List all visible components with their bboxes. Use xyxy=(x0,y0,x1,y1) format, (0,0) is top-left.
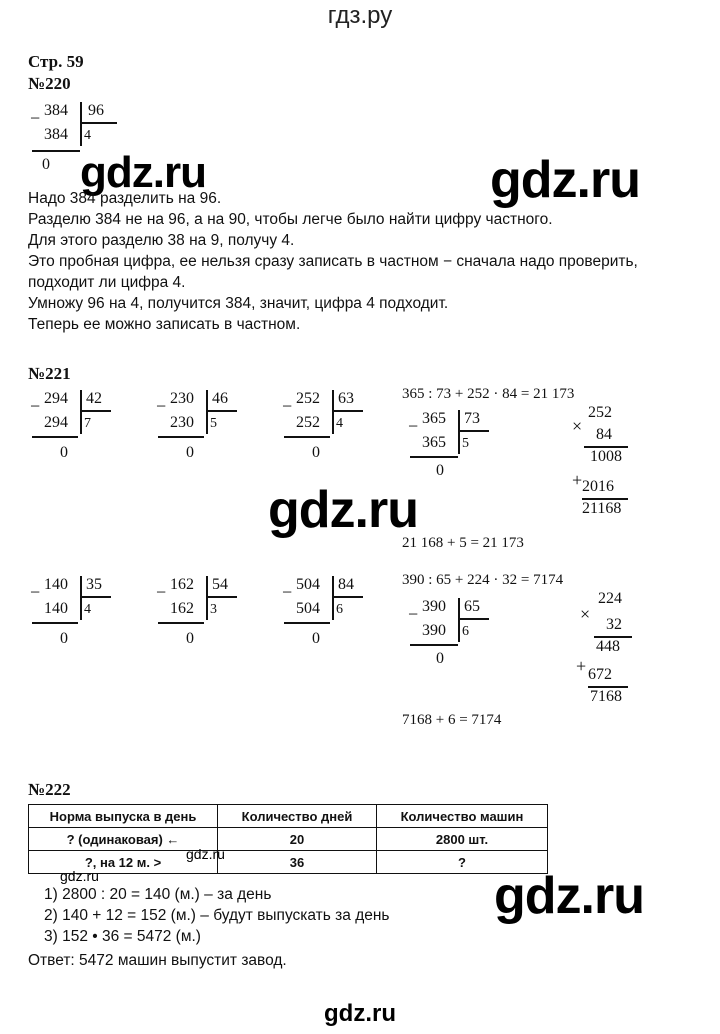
subtraction-line xyxy=(284,622,330,624)
division-390-65 xyxy=(408,594,508,674)
dividend: 162 xyxy=(170,576,194,593)
ex220-explanation xyxy=(28,188,638,335)
divisor: 65 xyxy=(464,598,480,615)
step-line: 1) 2800 : 20 = 140 (м.) – за день xyxy=(44,886,272,903)
exercise-220-number: №220 xyxy=(28,74,71,93)
dividend: 390 xyxy=(422,598,446,615)
division-bar xyxy=(458,598,460,642)
divisor: 35 xyxy=(86,576,102,593)
watermark: gdz.ru xyxy=(268,481,418,539)
times-sign: × xyxy=(580,604,591,624)
divisor: 84 xyxy=(338,576,354,593)
sum-expression-1: 21 168 + 5 = 21 173 xyxy=(402,535,524,551)
minus-sign: − xyxy=(408,416,419,436)
dividend: 230 xyxy=(170,390,194,407)
sum-expression-2: 7168 + 6 = 7174 xyxy=(402,712,502,728)
subtraction-line xyxy=(32,622,78,624)
subtrahend: 384 xyxy=(44,126,68,143)
dividend: 252 xyxy=(296,390,320,407)
answer-line: Ответ: 5472 машин выпустит завод. xyxy=(28,952,287,969)
table-cell: ? xyxy=(377,851,548,874)
factor: 224 xyxy=(598,590,622,607)
minus-sign: − xyxy=(282,396,293,416)
dividend: 294 xyxy=(44,390,68,407)
subtrahend: 252 xyxy=(296,414,320,431)
division-bar xyxy=(458,410,460,454)
footer-watermark: gdz.ru xyxy=(324,1000,396,1027)
division-bar xyxy=(332,390,334,434)
multiplication-224-32 xyxy=(574,590,644,720)
dividend: 365 xyxy=(422,410,446,427)
remainder: 0 xyxy=(436,462,444,479)
site-title: гдз.ру xyxy=(327,2,393,29)
subtraction-line xyxy=(32,436,78,438)
division-365-73 xyxy=(408,406,508,486)
minus-sign: − xyxy=(408,604,419,624)
divisor-line xyxy=(207,410,237,412)
watermark: gdz.ru xyxy=(494,867,644,925)
table-cell: 36 xyxy=(218,851,377,874)
subtraction-line xyxy=(158,622,204,624)
quotient: 6 xyxy=(462,624,469,639)
long-division-230-46 xyxy=(156,386,256,466)
partial-product: 448 xyxy=(596,638,620,655)
text-line: Разделю 384 не на 96, а на 90, чтобы легче было найти цифру частного. xyxy=(28,211,553,228)
dividend: 140 xyxy=(44,576,68,593)
divisor-line xyxy=(207,596,237,598)
times-sign: × xyxy=(572,416,583,436)
subtrahend: 365 xyxy=(422,434,446,451)
remainder: 0 xyxy=(60,444,68,461)
subtrahend: 140 xyxy=(44,600,68,617)
plus-sign: + xyxy=(576,656,587,676)
long-division-504-84 xyxy=(282,572,382,652)
long-division-294-42 xyxy=(30,386,130,466)
table-header-row xyxy=(29,805,548,828)
quotient: 4 xyxy=(84,602,91,617)
remainder: 0 xyxy=(186,630,194,647)
page-reference: Стр. 59 xyxy=(28,52,84,71)
quotient: 6 xyxy=(336,602,343,617)
subtrahend: 294 xyxy=(44,414,68,431)
remainder: 0 xyxy=(312,444,320,461)
divisor-line xyxy=(333,410,363,412)
exercise-221-number: №221 xyxy=(28,364,71,383)
remainder: 0 xyxy=(436,650,444,667)
quotient: 4 xyxy=(84,128,91,143)
partial-product: 672 xyxy=(588,666,612,683)
divisor: 63 xyxy=(338,390,354,407)
division-bar xyxy=(332,576,334,620)
subtraction-line xyxy=(158,436,204,438)
factor: 84 xyxy=(596,426,612,443)
dividend: 384 xyxy=(44,102,68,119)
divisor: 73 xyxy=(464,410,480,427)
subtrahend: 390 xyxy=(422,622,446,639)
minus-sign: − xyxy=(156,582,167,602)
subtrahend: 230 xyxy=(170,414,194,431)
divisor-line xyxy=(81,122,117,124)
cell-text: ? (одинаковая) xyxy=(66,831,163,847)
product-result: 7168 xyxy=(590,688,622,705)
quotient: 3 xyxy=(210,602,217,617)
plus-sign: + xyxy=(572,470,583,490)
expression-1: 365 : 73 + 252 · 84 = 21 173 xyxy=(402,386,575,402)
multiplication-252-84 xyxy=(570,404,640,534)
quotient: 7 xyxy=(84,416,91,431)
subtraction-line xyxy=(410,456,458,458)
step-line: 3) 152 • 36 = 5472 (м.) xyxy=(44,928,201,945)
remainder: 0 xyxy=(312,630,320,647)
text-line: Для этого разделю 38 на 9, получу 4. xyxy=(28,232,295,249)
subtraction-line xyxy=(410,644,458,646)
minus-sign: − xyxy=(156,396,167,416)
divisor: 54 xyxy=(212,576,228,593)
divisor: 96 xyxy=(88,102,104,119)
partial-product: 1008 xyxy=(590,448,622,465)
remainder: 0 xyxy=(186,444,194,461)
subtrahend: 504 xyxy=(296,600,320,617)
production-table xyxy=(28,804,548,874)
watermark: gdz.ru xyxy=(80,148,206,197)
minus-sign: − xyxy=(30,396,41,416)
exercise-222-number: №222 xyxy=(28,780,71,799)
text-line: Надо 384 разделить на 96. xyxy=(28,190,222,207)
text-line: Это пробная цифра, ее нельзя сразу записать в частном − сначала надо проверить, xyxy=(28,253,638,270)
quotient: 5 xyxy=(210,416,217,431)
table-cell: 2800 шт. xyxy=(377,828,548,851)
long-division-140-35 xyxy=(30,572,130,652)
factor: 252 xyxy=(588,404,612,421)
remainder: 0 xyxy=(42,156,50,173)
divisor: 42 xyxy=(86,390,102,407)
watermark: gdz.ru xyxy=(490,151,640,209)
partial-product: 2016 xyxy=(582,478,614,495)
divisor-line xyxy=(333,596,363,598)
arrow-left-icon: ← xyxy=(166,831,180,847)
quotient: 5 xyxy=(462,436,469,451)
minus-sign: − xyxy=(30,108,41,128)
minus-sign: − xyxy=(282,582,293,602)
divisor-line xyxy=(81,410,111,412)
solution-steps xyxy=(44,884,390,947)
product-result: 21168 xyxy=(582,500,622,517)
quotient: 4 xyxy=(336,416,343,431)
table-cell: ?, на 12 м. > xyxy=(29,851,218,874)
divisor-line xyxy=(81,596,111,598)
text-line: Умножу 96 на 4, получится 384, значит, цифра 4 подходит. xyxy=(28,295,449,312)
division-bar xyxy=(206,390,208,434)
long-division-252-63 xyxy=(282,386,382,466)
divisor-line xyxy=(459,430,489,432)
step-line: 2) 140 + 12 = 152 (м.) – будут выпускать за день xyxy=(44,907,390,924)
expression-2: 390 : 65 + 224 · 32 = 7174 xyxy=(402,572,564,588)
subtraction-line xyxy=(284,436,330,438)
division-bar xyxy=(80,390,82,434)
division-bar xyxy=(80,576,82,620)
long-division-162-54 xyxy=(156,572,256,652)
column-header: Норма выпуска в день xyxy=(29,805,218,828)
text-line: подходит ли цифра 4. xyxy=(28,274,186,291)
text-line: Теперь ее можно записать в частном. xyxy=(28,316,301,333)
division-bar xyxy=(206,576,208,620)
dividend: 504 xyxy=(296,576,320,593)
watermark-small: gdz.ru xyxy=(60,868,99,884)
remainder: 0 xyxy=(60,630,68,647)
factor: 32 xyxy=(606,616,622,633)
table-row xyxy=(29,828,548,851)
minus-sign: − xyxy=(30,582,41,602)
column-header: Количество дней xyxy=(218,805,377,828)
subtraction-line xyxy=(32,150,80,152)
watermark-small: gdz.ru xyxy=(186,846,225,862)
divisor: 46 xyxy=(212,390,228,407)
table-row xyxy=(29,851,548,874)
table-cell: 20 xyxy=(218,828,377,851)
column-header: Количество машин xyxy=(377,805,548,828)
subtrahend: 162 xyxy=(170,600,194,617)
division-bar xyxy=(80,102,82,146)
divisor-line xyxy=(459,618,489,620)
